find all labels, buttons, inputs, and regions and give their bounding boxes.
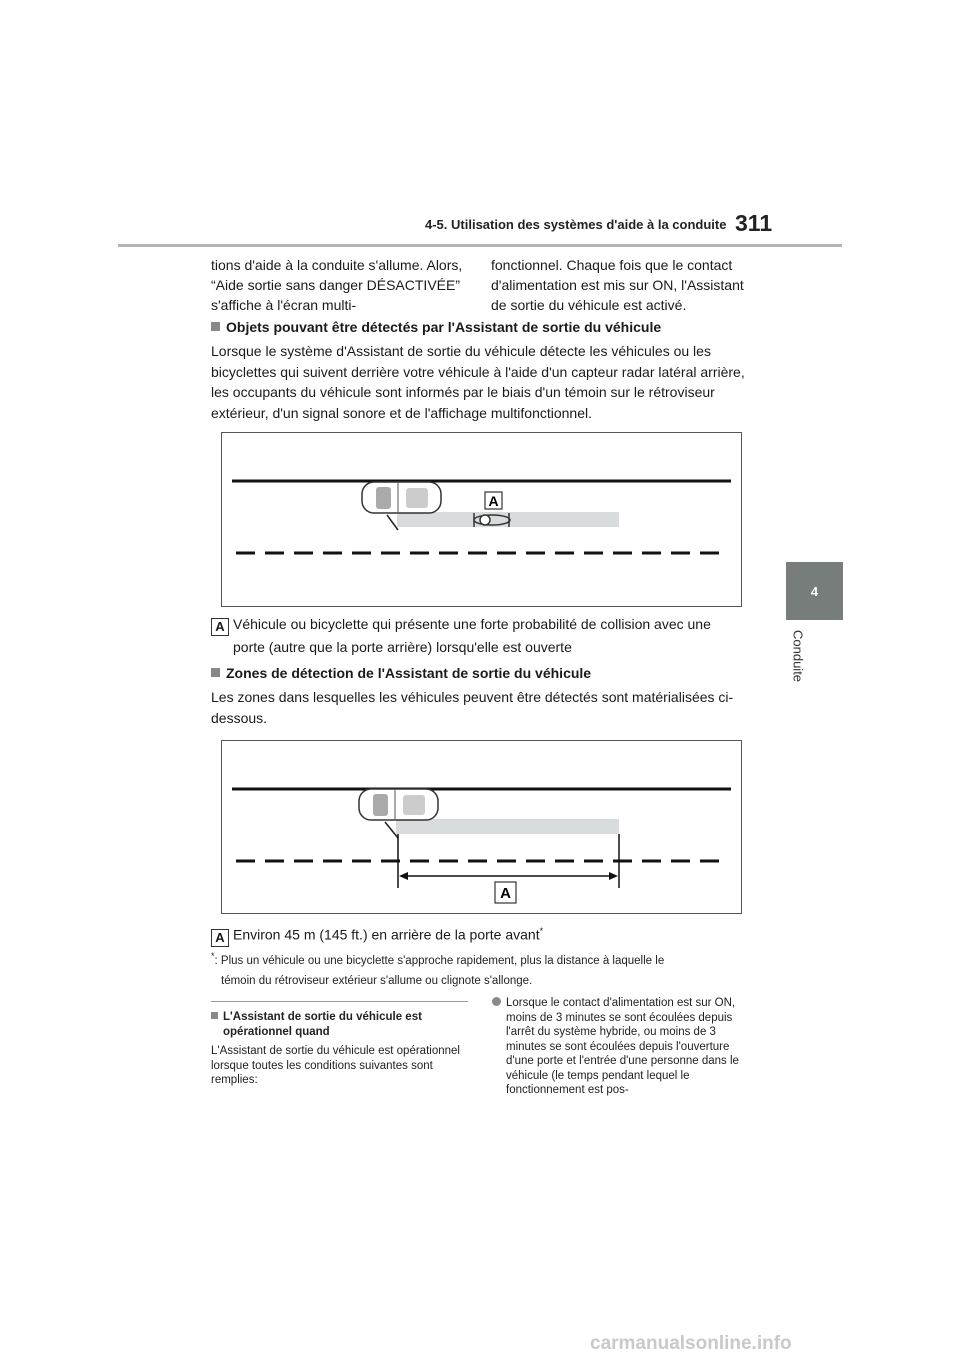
caption-label: A [211,929,229,947]
caption-label: A [211,618,229,636]
footnote-line1: : Plus un véhicule ou une bicyclette s'approche rapidement, plus la distance à laquelle le [214,954,665,967]
square-bullet-icon [211,668,220,677]
section2-caption-text: Environ 45 m (145 ft.) en arrière de la porte avant [233,926,540,943]
notes-left-text: L'Assistant de sortie du véhicule est opérationnel lorsque toutes les conditions suivantes sont remplies: [211,1045,460,1086]
section2-heading [211,665,591,681]
section2-heading-text: Zones de détection de l'Assistant de sortie du véhicule [226,665,592,681]
footnote [211,946,741,991]
figure-detectable-objects [221,432,742,607]
car-icon [359,789,438,820]
square-bullet-icon [211,1012,218,1019]
road-diagram-1 [222,433,741,606]
intro-right-column: fonctionnel. Chaque fois que le contact d'alimentation est mis sur ON, l'Assistant de sortie du véhicule est activé. [491,257,744,313]
notes-right-text: Lorsque le contact d'alimentation est sur ON, moins de 3 minutes se sont écoulées depuis l'arrêt du système hybride, ou moins de 3 minutes se sont écoulées depuis l'ouverture d'une porte et l'entrée d'une personne dans le véhicule (le temps pendant lequel le fonctionnement est pos- [506,997,739,1096]
chapter-tab[interactable]: 4 [786,562,843,620]
header-divider [118,244,842,247]
section1-paragraph: Lorsque le système d'Assistant de sortie du véhicule détecte les véhicules ou les bicyclettes qui suivent derrière votre véhicule à l'aide d'un capteur radar latéral arrière, les occupants du véhicule sont informés par le biais d'un témoin sur le rétroviseur extérieur, d'un signal sonore et de l'affichage multifonctionnel. [211,343,745,421]
figure-label: A [500,885,511,902]
chapter-name: Conduite [790,630,806,683]
notes-right-column [492,996,757,1098]
footnote-mark: * [211,951,215,961]
section1-heading-text: Objets pouvant être détectés par l'Assistant de sortie du véhicule [226,319,662,335]
page-number: 311 [735,210,773,236]
section2-caption [211,920,741,947]
car-icon [362,482,441,513]
section2-paragraph: Les zones dans lesquelles les véhicules peuvent être détectés sont matérialisées ci-dessous. [211,689,734,726]
figure-detection-zones [221,740,742,914]
section1-heading [211,319,661,335]
watermark: carmanualsonline.info [590,1333,792,1354]
section-title: 4-5. Utilisation des systèmes d'aide à la conduite [425,217,727,232]
section1-caption-line1: Véhicule ou bicyclette qui présente une forte probabilité de collision avec une [233,616,711,632]
notes-left-column [211,1010,466,1088]
road-diagram-2 [222,741,741,913]
notes-left-heading: L'Assistant de sortie du véhicule est opérationnel quand [211,1010,466,1039]
figure-label: A [488,493,499,509]
caption-footnote-mark: * [539,926,544,936]
notes-divider [211,1001,468,1002]
square-bullet-icon [211,322,220,331]
footnote-line2: témoin du rétroviseur extérieur s'allume ou clignote s'allonge. [221,974,533,987]
section1-caption [211,613,741,658]
intro-left-column: tions d'aide à la conduite s'allume. Alors, “Aide sortie sans danger DÉSACTIVÉE” s'affiche à l'écran multi- [211,257,463,313]
circle-bullet-icon [492,997,501,1006]
section1-caption-line2: porte (autre que la porte arrière) lorsqu'elle est ouverte [233,639,572,655]
